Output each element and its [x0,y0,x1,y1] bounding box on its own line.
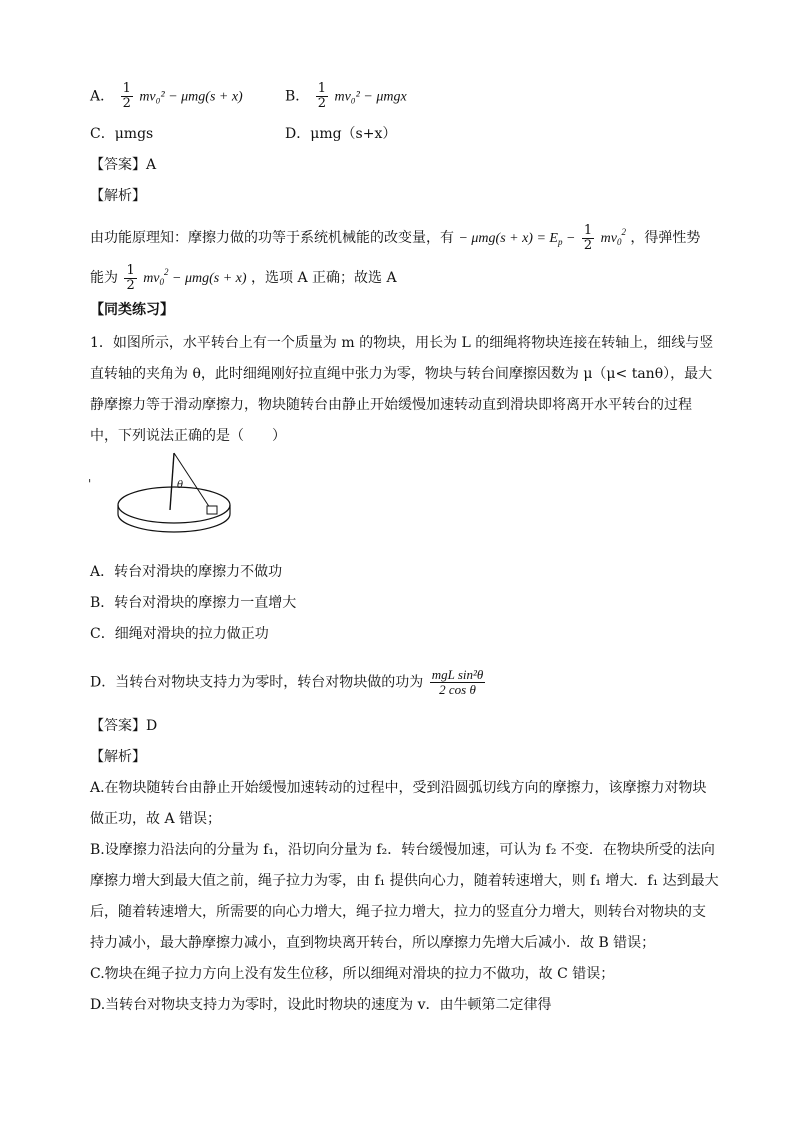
analysis-paragraph-line: D.当转台对物块支持力为零时，设此时物块的速度为 v．由牛顿第二定律得 [90,997,552,1013]
question1-option-c: C．细绳对滑块的拉力做正功 [90,626,269,642]
theta-label: θ [177,480,184,491]
block [207,506,217,514]
option-b-label: B． [285,88,310,105]
option-d-denominator: 2 cos θ [439,682,476,697]
option-a-label: A． [90,88,115,105]
option-c-prev: C．μmgs [90,126,154,142]
option-d-text: D．当转台对物块支持力为零时，转台对物块做的功为 [90,674,424,691]
turntable-diagram [88,448,248,548]
analysis-title-prev: 【解析】 [90,188,146,204]
analysis-text: 能为 [90,270,118,286]
equation: $mv_0^2 - \mu mg(s + x)$ [143,267,247,287]
turntable-figure [88,448,248,552]
question1-stem-3: 静摩擦力等于滑动摩擦力，物块随转台由静止开始缓慢加速转动直到滑块即将离开水平转台的过程 [90,397,692,413]
analysis-text: ，得弹性势 [630,230,701,246]
turntable-top [118,487,230,523]
one-half-fraction: $\frac{1}{2}$ [317,81,327,111]
analysis-paragraph-line: 后，随着转速增大，所需要的向心力增大，绳子拉力增大，拉力的竖直分力增大，则转台对物块的支 [90,904,706,920]
analysis-text: 由功能原理知：摩擦力做的功等于系统机械能的改变量，有 [90,230,454,246]
option-b-prev [285,82,407,111]
analysis-paragraph-line: 持力减小，最大静摩擦力减小，直到物块离开转台，所以摩擦力先增大后减小．故 B 错误； [90,935,656,951]
one-half-fraction: $\frac{1}{2}$ [122,81,131,111]
question1-answer: 【答案】D [90,718,158,734]
question1-analysis-title: 【解析】 [90,749,146,765]
analysis-paragraph-line: B.设摩擦力沿法向的分量为 f₁，沿切向分量为 f₂．转台缓慢加速，可认为 f₂ 不变．在物块所受的法向 [90,842,715,858]
option-b-expression: mv₀² − μmgx [334,89,407,105]
analysis-line-1 [90,222,700,253]
question1-stem-2: 直转轴的夹角为 θ，此时细绳刚好拉直绳中张力为零，物块与转台间摩擦因数为 μ（μ< tanθ），最大 [90,366,713,382]
question1-stem-1: 1．如图所示，水平转台上有一个质量为 m 的物块，用长为 L 的细绳将物块连接在转轴上，细线与竖 [90,335,714,351]
option-a-prev [90,82,243,111]
option-a-expression: mv₀² − μmg(s + x) [139,89,243,105]
analysis-paragraph-line: C.物块在绳子拉力方向上没有发生位移，所以细绳对滑块的拉力不做功，故 C 错误； [90,966,615,982]
rotation-axis [170,453,174,510]
question1-stem-4: 中，下列说法正确的是（ ） [90,428,286,444]
question1-option-a: A．转台对滑块的摩擦力不做功 [90,564,283,580]
question1-option-b: B．转台对滑块的摩擦力一直增大 [90,595,297,611]
analysis-paragraph-line: 做正功，故 A 错误； [90,811,222,827]
question1-option-d [90,668,487,697]
one-half-fraction: $\frac{1}{2}$ [126,262,135,293]
option-d-numerator: mgL sin²θ [431,667,484,682]
analysis-paragraph-line: A.在物块随转台由静止开始缓慢加速转动的过程中，受到沿圆弧切线方向的摩擦力，该摩擦力对物块 [90,780,707,796]
answer-prev: 【答案】A [90,157,157,173]
analysis-paragraph-line: 摩擦力增大到最大值之前，绳子拉力为零，由 f₁ 提供向心力，随着转速增大，则 f₁ 增大．f₁ 达到最大 [90,873,719,889]
equation-term: $mv_0^2$ [600,227,626,247]
one-half-fraction: $\frac{1}{2}$ [583,222,593,253]
figure-mark: ' [88,477,92,491]
option-d-fraction [430,668,486,697]
option-d-prev: D．μmg（s+x） [285,126,397,142]
analysis-line-2 [90,262,397,293]
section-title: 【同类练习】 [90,302,174,318]
equation: − $\mu mg(s + x) = E_p$ − [458,231,576,247]
analysis-text: ，选项 A 正确；故选 A [251,270,397,286]
